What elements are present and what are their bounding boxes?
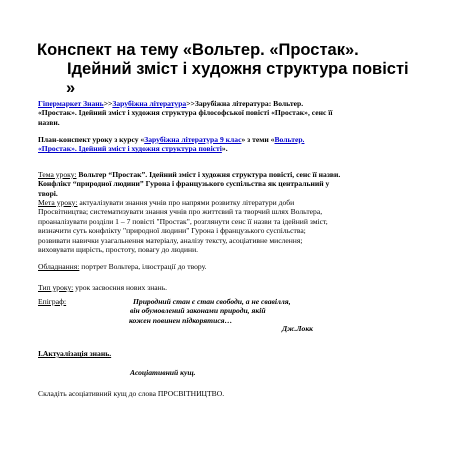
page-title-line-1: Конспект на тему «Вольтер. «Простак». xyxy=(37,41,359,59)
lesson-goal-line-5: розвивати навички узагальнення матеріалу, аналізу тексту, асоціативне мислення; xyxy=(38,235,303,245)
page-title xyxy=(37,41,437,98)
epigraph-line-3: кожен повинен підкорятися… xyxy=(129,315,233,325)
lesson-goal-line-6: виховувати щирість, простоту, повагу до людини. xyxy=(38,245,199,255)
equipment xyxy=(38,262,443,271)
epigraph-line-1: Природний стан є стан свободи, а не свавілля, xyxy=(133,297,291,306)
lesson-topic xyxy=(38,170,443,198)
lesson-type xyxy=(38,283,443,292)
plan-summary xyxy=(38,135,438,154)
epigraph-label: Епіграф: xyxy=(38,297,67,306)
lesson-goal-line-4: визначити суть конфлікту "природної людини" Гурона і французького суспільства; xyxy=(38,226,306,236)
lesson-goal xyxy=(38,198,443,254)
page-title-line-2: Ідейний зміст і художня структура повісті xyxy=(67,60,409,78)
association-heading: Асоціативний кущ. xyxy=(130,368,196,377)
breadcrumb xyxy=(38,99,438,127)
breadcrumb-link-foreign-literature[interactable]: Зарубіжна література xyxy=(112,99,187,108)
lesson-type-text: урок засвоєння нових знань. xyxy=(73,283,168,292)
plan-prefix: План-конспект уроку з курсу « xyxy=(38,135,145,144)
plan-link-topic-line-2[interactable]: «Простак». Ідейний зміст і художня структура повісті xyxy=(38,144,222,154)
page-title-line-3: » xyxy=(66,79,76,97)
epigraph-author: Дж.Локк xyxy=(282,324,314,333)
breadcrumb-separator: >> xyxy=(186,99,195,108)
breadcrumb-current-line-3: назви. xyxy=(38,117,60,127)
lesson-topic-line-2: Конфлікт “природної людини” Гурона і французького суспільства як центральний у xyxy=(38,179,330,189)
lesson-goal-line-2: Просвітництва; систематизувати знання учнів про життєвий та творчий шлях Вольтера, xyxy=(38,207,323,217)
equipment-label: Обладнання: xyxy=(38,262,80,271)
epigraph-quote xyxy=(129,297,433,325)
plan-link-topic-line-1[interactable]: Вольтер. xyxy=(274,135,305,144)
lesson-goal-line-1: актуалізувати знання учнів про напрями розвитку літератури доби xyxy=(77,198,295,207)
plan-link-course[interactable]: Зарубіжна література 9 клас xyxy=(144,135,242,144)
lesson-topic-label: Тема уроку: xyxy=(38,170,77,179)
lesson-goal-label: Мета уроку: xyxy=(38,198,78,207)
breadcrumb-current-line-1: Зарубіжна література: Вольтер. xyxy=(194,99,304,108)
breadcrumb-separator: >> xyxy=(103,99,113,108)
lesson-topic-line-3: творі. xyxy=(38,188,58,198)
equipment-text: портрет Вольтера, ілюстрації до твору. xyxy=(79,262,207,271)
lesson-type-label: Тип уроку: xyxy=(38,283,74,292)
lesson-topic-line-1: Вольтер “Простак”. Ідейний зміст і художня структура повісті, сенс її назви. xyxy=(76,170,341,179)
epigraph-line-2: він обумовлений законами природи, якій xyxy=(130,306,266,316)
plan-suffix: ». xyxy=(221,144,228,154)
plan-middle: » з теми « xyxy=(241,135,275,144)
breadcrumb-current-line-2: «Простак». Ідейний зміст і художня структура філософської повісті «Простак», сенс її xyxy=(38,108,333,118)
lesson-goal-line-3: проаналізувати розділи 1 – 7 повісті "Простак", розглянути сенс її назви та ідейний зміст, xyxy=(38,216,328,226)
association-task: Складіть асоціативний кущ до слова ПРОСВІТНИЦТВО. xyxy=(38,389,225,398)
breadcrumb-link-hypermarket[interactable]: Гіпермаркет Знань xyxy=(38,99,104,108)
section-heading-actualization: I.Актуалізація знань. xyxy=(38,349,112,358)
